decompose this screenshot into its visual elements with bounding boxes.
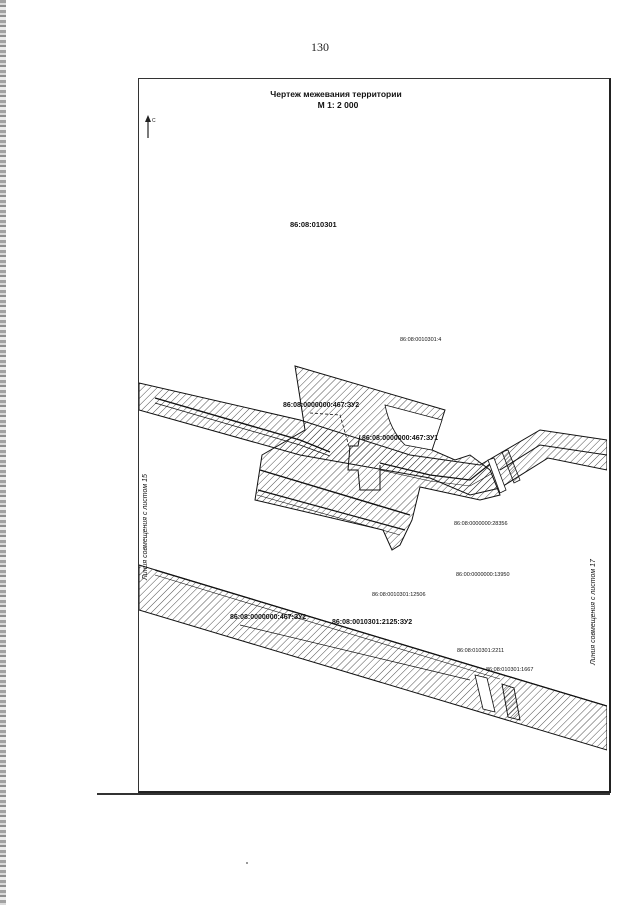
combination-line-left: Линия совмещения с листом 15 [142, 474, 149, 580]
label-quarter: 86:08:010301 [290, 220, 337, 229]
label-zu2-bottom: 86:08:0000000:467:ЗУ2 [230, 614, 307, 621]
label-zu2-2125: 86:08:0010301:2125:ЗУ2 [332, 619, 413, 626]
label-zu2-top: 86:08:0000000:467:ЗУ2 [283, 402, 360, 409]
label-parcel-12506: 86:08:0010301:12506 [372, 592, 426, 598]
label-parcel-2211: 86:08:010301:2211 [457, 648, 504, 654]
drawing-scale: М 1: 2 000 [317, 100, 359, 110]
label-zu1: 86:08:0000000:467:ЗУ1 [362, 435, 439, 442]
road-axis-lower-a [155, 570, 607, 706]
page-number: 130 [311, 40, 329, 54]
label-parcel-13950: 86:00:0000000:13950 [456, 572, 510, 578]
north-letter: С [152, 118, 156, 124]
drawing-title: Чертеж межевания территории [270, 89, 402, 99]
label-parcel-1667: 86:08:010301:1667 [486, 667, 534, 673]
label-parcel-4: 86:08:0010301:4 [400, 337, 442, 343]
north-arrow-icon [145, 115, 156, 138]
label-parcel-28356: 86:08:0000000:28356 [454, 521, 508, 527]
combination-line-right: Линия совмещения с листом 17 [590, 559, 597, 665]
